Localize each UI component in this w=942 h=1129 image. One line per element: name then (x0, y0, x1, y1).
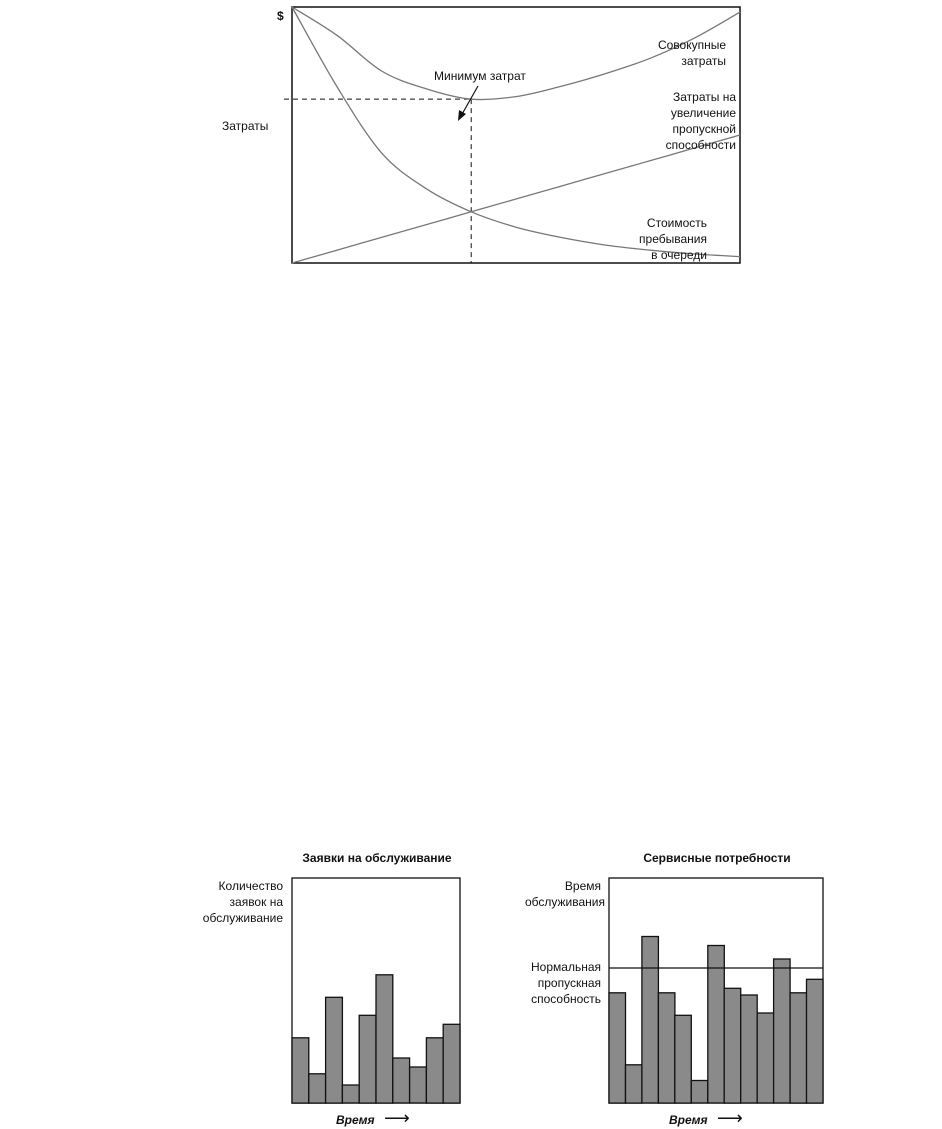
requests-bar (309, 1074, 326, 1103)
total-cost-label (658, 38, 726, 68)
cost-tradeoff-chart (0, 0, 942, 300)
service-y-label-line: обслуживания (524, 895, 605, 909)
service-bar (675, 1015, 692, 1103)
top-y-axis-label: $ (277, 9, 284, 23)
service-bar (774, 959, 791, 1103)
capacity-reference-label-line: Нормальная (531, 960, 601, 974)
service-bars (609, 937, 823, 1104)
requests-bar (326, 997, 343, 1103)
total-cost-label-line: Совокупные (657, 38, 726, 52)
service-bar (708, 946, 725, 1104)
waiting-cost-label-line: в очереди (651, 248, 707, 262)
requests-y-label (203, 879, 284, 925)
requests-bar (376, 975, 393, 1103)
service-bar (658, 993, 675, 1103)
service-bar (757, 1013, 774, 1103)
requests-x-label: Время (336, 1113, 375, 1127)
capacity-reference-label-line: способность (531, 992, 601, 1006)
total-cost-label-line: затраты (681, 54, 726, 68)
service-y-label (525, 879, 605, 909)
requests-bar (410, 1067, 427, 1103)
requests-time-arrow: ⟶ (384, 1108, 410, 1128)
requests-bar (393, 1058, 410, 1103)
service-bar (790, 993, 807, 1103)
service-chart-title: Сервисные потребности (643, 851, 791, 865)
service-bar (807, 979, 824, 1103)
service-x-label: Время (669, 1113, 708, 1127)
capacity-reference-label (531, 960, 601, 1006)
service-bar (691, 1081, 708, 1104)
requests-y-label-line: заявок на (229, 895, 283, 909)
requests-y-label-line: Количество (218, 879, 283, 893)
requests-chart-title: Заявки на обслуживание (302, 851, 452, 865)
service-bar (741, 995, 758, 1103)
cost-reference-label: Затраты (222, 119, 269, 133)
service-bar (642, 937, 659, 1104)
requests-y-label-line: обслуживание (202, 911, 283, 925)
service-plot-frame (609, 878, 823, 1103)
capacity-reference-label-line: пропускная (537, 976, 601, 990)
service-bar (609, 993, 626, 1103)
service-time-arrow: ⟶ (717, 1108, 743, 1128)
capacity-cost-label-line: способности (665, 138, 736, 152)
requests-bars (292, 975, 460, 1103)
service-bar (724, 988, 741, 1103)
total-cost-curve (292, 7, 740, 100)
requests-plot-frame (292, 878, 460, 1103)
capacity-cost-label-line: пропускной (672, 122, 736, 136)
capacity-cost-label (666, 90, 737, 152)
waiting-cost-label (639, 216, 707, 262)
waiting-cost-label-line: Стоимость (646, 216, 707, 230)
capacity-cost-label-line: Затраты на (673, 90, 736, 104)
requests-bar (426, 1038, 443, 1103)
capacity-cost-label-line: увеличение (670, 106, 736, 120)
service-y-label-line: Время (564, 879, 601, 893)
requests-bar (292, 1038, 309, 1103)
waiting-cost-label-line: пребывания (639, 232, 707, 246)
optimum-arrow-shaft (461, 86, 478, 116)
service-bar (626, 1065, 643, 1103)
optimum-label: Минимум затрат (434, 69, 526, 83)
optimum-arrow-head (458, 110, 466, 121)
requests-bar (359, 1015, 376, 1103)
requests-bar (443, 1024, 460, 1103)
requests-bar (342, 1085, 359, 1103)
